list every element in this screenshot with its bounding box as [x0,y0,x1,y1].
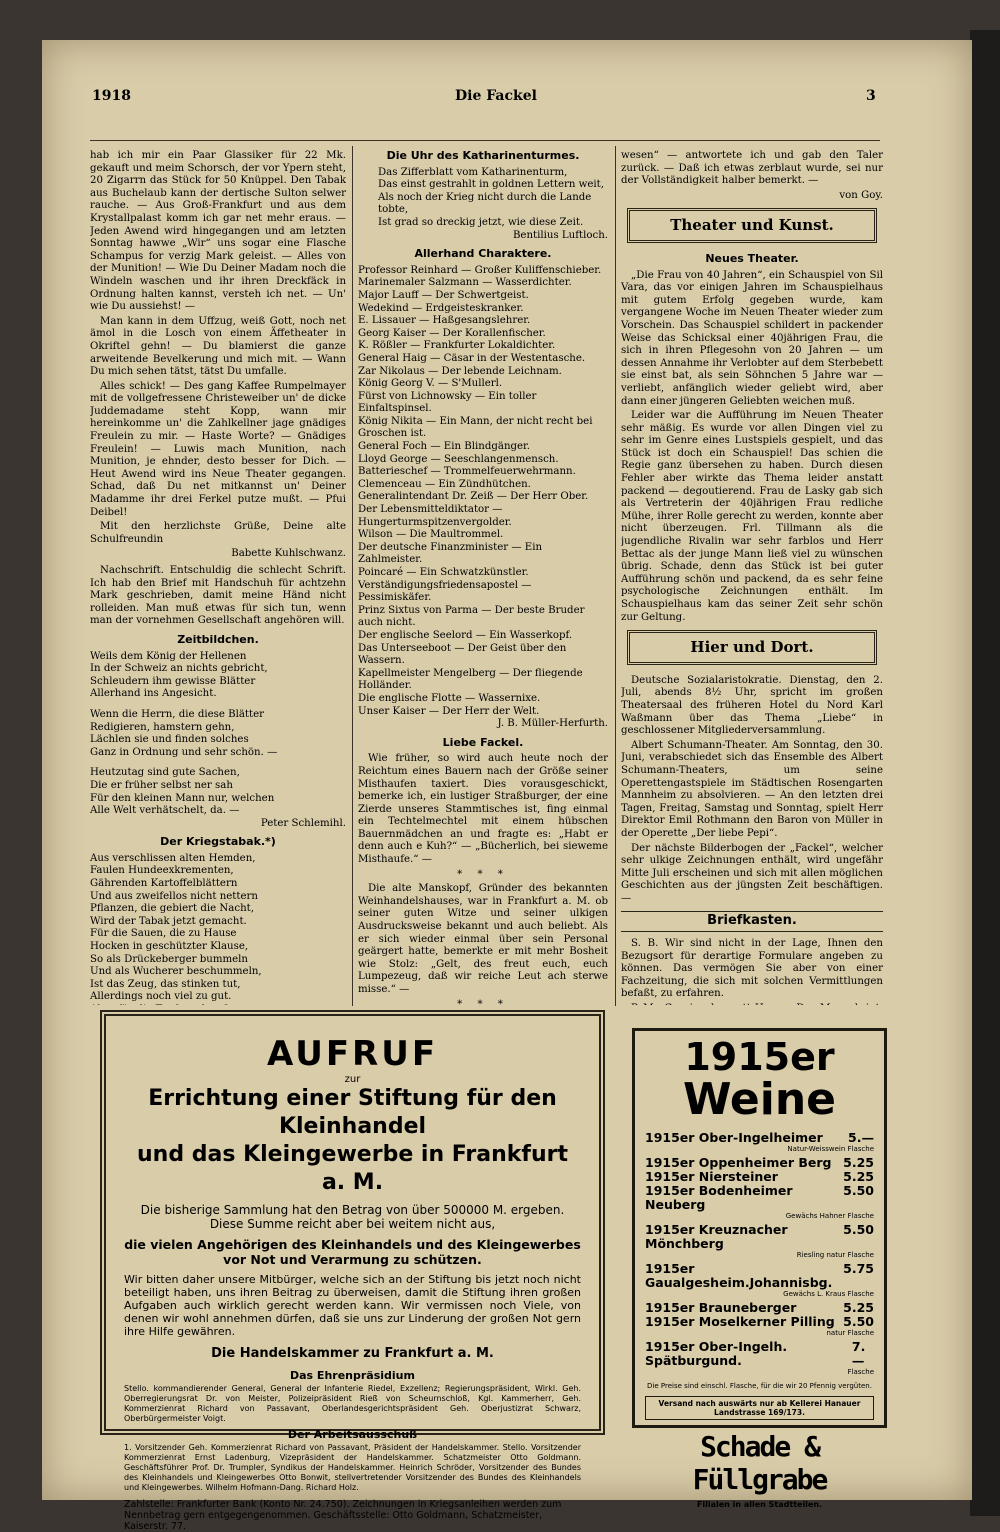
wine-row [645,1301,874,1315]
aufruf-notice [100,1010,605,1532]
wine-merchant-name: Schade & Füllgrabe [692,1430,827,1496]
list-signature: J. B. Müller-Herfurth. [497,718,608,730]
header-rule [90,140,880,141]
wine-price: 5.50 [843,1222,874,1237]
verse-line: Die er früher selbst ner sah [90,779,233,791]
aufruf-emphasis: die vielen Angehörigen des Kleinhandels und des Kleingewerbes vor Not und Verarmung zu schützen. [124,1237,581,1267]
verse-line: Hocken in geschützter Klause, [90,941,249,953]
character-entry: Das Unterseeboot — Der Geist über den Wassern. [358,642,567,667]
wine-price: 5.25 [843,1155,874,1170]
poem-stanza [90,767,346,817]
letter-signature: Babette Kuhlschwanz. [231,548,346,560]
poem-stanza [90,709,346,759]
verse-line: Ist grad so dreckig jetzt, wie diese Zeit. [378,216,584,228]
arbeitsausschuss-members: 1. Vorsitzender Geh. Kommerzienrat Richard von Passavant, Präsident der Handelskammer. Stello. Vorsitzender Kommerzienrat Ernst Ladenburg, Vizepräsident der Handelskammer. Schatzmeister Otto Goldmann. Geschäftsführer Prof. Dr. Trumpler, Syndikus der Handelskammer. Heinrich Schröder, Vorsitzender des Bundes des Kleinhandels und Kleingewerbes Otto Bonwit, stellvertretender Vorsitzender des Bundes des Kleinhandels und Kleingewerbes. Wilhelm Hofmann-Dang. Richard Holz. [124,1443,581,1492]
anecdote: Die alte Manskopf, Gründer des bekannten Weinhandelshauses, war in Frankfurt a. M. ob seiner guten Witze und seiner ulkigen Ausdrucksweise bekannt und auch beliebt. Als er sich wieder einmal über sein Personal geärgert hatte, bemerkte er mit mehr Bosheit wie Stolz: „Gelt, des freut euch, euch Lumpezeug, daß wir reiche Leut ach sterwe misse.“ — [358,883,608,995]
aufruf-payment-info: Zahlstelle: Frankfurter Bank (Konto Nr. 24.750). Zeichnungen in Kriegsanleihen werden zum Nennbetrag gern entgegengenommen. Geschäftsstelle: Otto Goldmann, Schatzmeister, Kaiserstr. 77. [124,1499,562,1532]
character-entry: E. Lissauer — Haßgesangslehrer. [358,315,531,327]
notice-paragraph: Deutsche Sozialaristokratie. Dienstag, den 2. Juli, abends 8½ Uhr, spricht im großen Theatersaal des früheren Hotel du Nord Karl Waßmann über das Thema „Liebe“ in geschlossener Mitgliederversammlung. [621,674,883,737]
wine-row [645,1262,874,1290]
verse-line: Schleudern ihm gewisse Blätter [90,675,256,687]
separator: * * * [457,998,509,1005]
heading-liebe-fackel: Liebe Fackel. [442,735,524,749]
letterbox-entry: S. B. Wir sind nicht in der Lage, Ihnen den Bezugsort für derartige Formulare angeben zu können. Das vermögen Sie aber von einer Fachzeitung, die sich mit solchen Vermittlungen befaßt, zu erfahren. [621,938,883,1000]
wine-row [645,1131,874,1145]
wine-name: 1915er Kreuznacher Mönchberg [645,1222,788,1251]
character-entry: General Foch — Ein Blindgänger. [358,441,531,453]
column-divider [352,146,353,1006]
arbeitsausschuss-heading: Der Arbeitsausschuß [287,1428,418,1441]
verse-line [90,1004,346,1005]
aufruf-zur: zur [344,1074,361,1085]
heading-theater-und-kunst: Theater und Kunst. [627,208,877,243]
verse-line: Allerdings noch viel zu gut. [90,991,232,1003]
aufruf-headline: und das Kleingewerbe in Frankfurt a. M. [137,1142,568,1195]
heading-hier-und-dort: Hier und Dort. [627,630,877,665]
wine-branches: Filialen in allen Stadtteilen. [696,1500,823,1509]
wine-row [645,1223,874,1251]
verse-line: Gährenden Kartoffelblättern [90,878,238,890]
letter-paragraph: hab ich mir ein Paar Glassiker für 22 Mk. gekauft und meim Schorsch, der vor Ypern steht, 20 Zigarrn das Stück for 50 Knüppel. Den Tabak aus Buchelaub kann der dertische Sulton selwer rauche. — Aus Groß-Frankfurt und aus dem Krystallpalast komm ich gar net mehr eraus. — Jeden Awend wird hingegangen und am letzten Sonntag hawwe „Wir“ uns sogar eine Flasche Schampus for verzig Mark geleist. — Alles von der Munition! — Wie Du Deiner Madam noch die Windeln waschen und ihr ihren Dreckfäck in Ordnung halten kannst, versteh ich net. — Un' wie Du aussiehst! — [90,150,346,313]
verse-line: Faulen Hundeexkrementen, [90,865,234,877]
character-entry: König Nikita — Ein Mann, der nicht recht bei Groschen ist. [358,415,593,440]
wine-price-list [645,1131,874,1376]
wine-price: 5.— [848,1130,874,1145]
wine-name: 1915er Ober-Ingelh. Spätburgund. [645,1339,788,1368]
letterbox-entry [621,1003,883,1005]
verse-line: Und als Wucherer beschummeln, [90,966,262,978]
heading-neues-theater: Neues Theater. [705,251,799,265]
aufruf-issuer: Die Handelskammer zu Frankfurt a. M. [211,1346,494,1361]
verse-line: Wird der Tabak jetzt gemacht. [90,915,247,927]
poem-uhr [358,167,608,230]
poem-kriegstabak [90,853,346,1005]
wine-name: 1915er Brauneberger [645,1300,797,1315]
wine-detail: Gewächs L. Kraus Flasche [783,1290,874,1298]
character-entry: Major Lauff — Der Schwertgeist. [358,289,529,301]
separator: * * * [457,868,509,880]
character-entry: Der Lebensmitteldiktator — Hungerturmspitzenvergolder. [358,504,512,528]
review-paragraph: „Die Frau von 40 Jahren“, ein Schauspiel von Sil Vara, das vor einigen Jahren im Schauspielhaus mit gutem Erfolg gegeben wurde, kam vergangene Woche im Neuen Theater wieder zum Vorschein. Das Schauspiel schildert in packender Weise das Schicksal einer 40jährigen Frau, die sich in ihren Pflegesohn von 20 Jahren — um dessen Annahme ihr Verlobter auf dem Sterbebett sie einst bat, als sein Söhnchen 5 Jahre war — verliebt, anfänglich wieder geliebt wird, aber dann einer jüngeren Geliebten weichen muß. [621,269,883,407]
wine-row [645,1184,874,1212]
verse-line: Wenn die Herrn, die diese Blätter [90,708,265,720]
character-entry: Verständigungsfriedensapostel — Pessimiskäfer. [358,579,532,604]
letter-paragraph: Man kann in dem Uffzug, weiß Gott, noch net ämol in die Losch von einem Äffetheater in Okriftel gehn! — Du blamierst die ganze arweitende Bevelkerung und mich mit. — Wann Du mich sehen tätst, tätst Du umfalle. [90,315,346,378]
character-entry: Die englische Flotte — Wassernixe. [358,692,541,704]
verse-line: Weils dem König der Hellenen [90,650,247,662]
wine-name: 1915er Oppenheimer Berg [645,1155,832,1170]
character-entry: General Haig — Cäsar in der Westentasche. [358,352,586,364]
character-entry: Batterieschef — Trommelfeuerwehrmann. [358,466,576,478]
poem-signature: Bentilius Luftloch. [512,229,608,241]
character-entry: Unser Kaiser — Der Herr der Welt. [358,705,540,717]
wine-name: 1915er Ober-Ingelheimer [645,1130,823,1145]
wine-name: 1915er Niersteiner [645,1169,778,1184]
character-entry: Wilson — Die Maultrommel. [358,529,504,541]
review-paragraph: Leider war die Aufführung im Neuen Theater sehr mäßig. Es wurde vor allen Dingen viel zu sehr im Genre eines Lustspiels gespielt, und das Stück ist doch ein Schauspiel! Das schien die Regie ganz übersehen zu haben. Durch diesen Fehler aber wirkte das Thema leider anstatt packend — degoutierend. Frau de Lasky gab sich als Vertreterin der 40jährigen Frau redliche Mühe, ihrer Rolle gerecht zu werden, konnte aber nicht überzeugen. Frl. Tillmann als die jugendliche Rivalin war sehr farblos und Herr Bettac als der junge Mann ließ viel zu wünschen übrig. Schade, denn das Stück ist bei guter Aufführung schön und packend, da es sehr feine psychologische Zeichnungen enthält. Im Schauspielhaus kam das seiner Zeit sehr schön zur Geltung. [621,410,883,623]
wine-title: Weine [682,1074,837,1125]
wine-detail: natur Flasche [826,1329,874,1337]
wine-name: 1915er Moselkerner Pilling [645,1314,835,1329]
aufruf-headline: Errichtung einer Stiftung für den Kleinhandel [148,1086,557,1139]
character-entry: Marinemaler Salzmann — Wasserdichter. [358,277,572,289]
wine-detail: Gewächs Hahner Flasche [785,1212,874,1220]
wine-name: 1915er Bodenheimer Neuberg [645,1183,793,1212]
wine-name: 1915er Gaualgesheim.Johannisbg. [645,1261,833,1290]
letter-paragraph: Alles schick! — Des gang Kaffee Rumpelmayer mit de vollgefressene Christeweiber un' de dicke Juddemadame steht Kopp, wann mir hereinkomme un' die Zahlkellner jage gnädiges Freulein zu mir. — Haste Worte? — Gnädiges Freulein! — Luwis mach Munition, nach Munition, je ehnder, desto besser for Dich. — Heut Awend wird ins Neue Theater gegangen. Schad, daß Du net mitkannst un' Deiner Madamme ihr drei Ferkel putze mußt. — Pfui Deibel! [90,380,346,518]
heading-uhr: Die Uhr des Katharinenturmes. [386,150,580,162]
wine-row [645,1315,874,1329]
character-list [358,265,608,718]
verse-line: Alle Welt verhätschelt, da. — [90,805,240,817]
notice-paragraph: Der nächste Bilderbogen der „Fackel“, welcher sehr ulkige Zeichnungen enthält, wird ungefähr Mitte Juli erscheinen und sich mit allen möglichen Geschichten aus der jüngsten Zeit beschäftigen. — [621,842,883,904]
wine-price: 5.25 [843,1169,874,1184]
aufruf-appeal: Wir bitten daher unsere Mitbürger, welche sich an der Stiftung bis jetzt noch nicht beteiligt haben, uns ihren Beitrag zu überweisen, damit die Stiftung ihren großen Aufgaben auch wirklich gerecht werden kann. Wir vermissen noch Viele, von denen wir wohl annehmen dürfen, daß sie uns zur Linderung der großen Not gern ihre Hilfe gewähren. [124,1273,581,1338]
character-entry: Clemenceau — Ein Zündhütchen. [358,478,531,490]
verse-line: So als Drückeberger bummeln [90,953,248,965]
verse-line: Heutzutag sind gute Sachen, [90,767,240,779]
verse-line: Für die Sauen, die zu Hause [90,928,237,940]
character-entry: Georg Kaiser — Der Korallenfischer. [358,327,546,339]
column-1 [90,150,346,1005]
verse-line: Als noch der Krieg nicht durch die Lande tobte, [378,191,592,216]
poem-stanza [90,651,346,701]
wine-price: 7.— [851,1339,866,1368]
heading-briefkasten: Briefkasten. [621,911,883,932]
verse-line: Für den kleinen Mann nur, welchen [90,792,275,804]
verse-line: Redigieren, hamstern gehn, [90,721,235,733]
anecdote-continued: wesen“ — antwortete ich und gab den Taler zurück. — Daß ich etwas zerblaut wurde, sei nur der Vollständigkeit halber bemerkt. — [621,150,883,187]
wine-price: 5.50 [843,1314,874,1329]
wine-row [645,1340,874,1368]
header-year: 1918 [92,88,131,104]
header-page-number: 3 [866,88,876,104]
book-spine [970,30,1000,1516]
verse-line: Aus verschlissen alten Hemden, [90,852,256,864]
anecdote-signature: von Goy. [839,189,883,201]
character-entry: Der deutsche Finanzminister — Ein Zahlmeister. [358,541,543,566]
wine-price: 5.50 [843,1183,874,1198]
wine-detail: Flasche [847,1368,874,1376]
header-title: Die Fackel [455,88,537,104]
character-entry: Zar Nikolaus — Der lebende Leichnam. [358,365,562,377]
wine-row [645,1156,874,1170]
verse-line: Ganz in Ordnung und sehr schön. — [90,746,278,758]
wine-price-note: Die Preise sind einschl. Flasche, für die wir 20 Pfennig vergüten. [647,1382,872,1390]
poem-signature: Peter Schlemihl. [260,817,346,829]
heading-kriegstabak: Der Kriegstabak.*) [160,835,276,849]
character-entry: Generalintendant Dr. Zeiß — Der Herr Ober. [358,491,589,503]
verse-line: Das einst gestrahlt in goldnen Lettern weit, [378,179,604,191]
wine-price: 5.75 [843,1261,874,1276]
heading-allerhand: Allerhand Charaktere. [414,247,552,261]
heading-zeitbildchen: Zeitbildchen. [177,632,259,646]
verse-line: Das Zifferblatt vom Katharinenturm, [378,166,568,178]
column-2 [358,150,608,1005]
notice-paragraph: Albert Schumann-Theater. Am Sonntag, den 30. Juni, verabschiedet sich das Ensemble des Albert Schumann-Theaters, um seine Operettengastspiele im Städtischen Rosengarten Mannheim zu absolvieren. — An den letzten drei Tagen, Freitag, Samstag und Sonntag, spielt Herr Direktor Emil Rothmann den Baron von Müller in der Operette „Der liebe Pepi“. [621,739,883,839]
character-entry: König Georg V. — S'Mullerl. [358,378,503,390]
character-entry: Poincaré — Ein Schwatzkünstler. [358,567,529,578]
character-entry: Kapellmeister Mengelberg — Der fliegende Holländer. [358,667,583,692]
column-divider [615,146,616,1006]
letter-closing: Mit den herzlichste Grüße, Deine alte Schulfreundin [90,521,346,545]
verse-line: In der Schweiz an nichts gebricht, [90,663,268,675]
character-entry: Fürst von Lichnowsky — Ein toller Einfaltspinsel. [358,390,537,415]
wine-detail: Riesling natur Flasche [796,1251,874,1259]
anecdote: Wie früher, so wird auch heute noch der Reichtum eines Bauern nach der Größe seiner Misthaufen taxiert. Dies vorausgeschickt, bemerke ich, ein lustiger Straßburger, der eine Zierde unseres Stammtisches ist, fing einmal ein Techtelmechtel mit einem hübschen Bauernmädchen an und fragte es: „Habt er denn auch e Kuh?“ — „Bücherlich, bei sieweme Misthaufe.“ — [358,753,608,866]
column-3 [621,150,883,1005]
postscript: Nachschrift. Entschuldig die schlecht Schrift. Ich hab den Brief mit Handschuh für achtzehn Mark geschrieben, damit meine Händ nicht rolleiden. Man muß etwas für sich tun, wenn man der vornehmen Gesellschaft angehören will. [90,565,346,627]
ehrenpraesidium-members: Stello. kommandierender General, General der Infanterie Riedel, Exzellenz; Regierungspräsident, Wirkl. Geh. Oberregierungsrat Dr. von Meister, Polizeipräsident Rieß von Scheurnschloß, Kgl. Kammerherr, Geh. Kommerzienrat Richard von Passavant, Oberlandesgerichtspräsident Geh. Oberjustizrat Schwarz, Oberbürgermeister Voigt. [124,1384,581,1423]
character-entry: K. Rößler — Frankfurter Lokaldichter. [358,340,556,352]
ehrenpraesidium-heading: Das Ehrenpräsidium [290,1369,415,1382]
wine-price: 5.25 [843,1300,874,1315]
wine-advertisement [632,1028,887,1509]
verse-line: Lächlen sie und finden solches [90,734,249,746]
wine-shipping-note: Versand nach auswärts nur ab Kellerei Hanauer Landstrasse 169/173. [645,1396,874,1420]
character-entry: Wedekind — Erdgeisteskranker. [358,302,524,314]
character-entry: Lloyd George — Seeschlangenmensch. [358,453,559,465]
verse-line: Ist das Zeug, das stinken tut, [90,978,241,990]
character-entry: Der englische Seelord — Ein Wasserkopf. [358,629,573,641]
aufruf-title: AUFRUF [266,1034,439,1074]
wine-row [645,1170,874,1184]
aufruf-text: Die bisherige Sammlung hat den Betrag von über 500000 M. ergeben. Diese Summe reicht aber bei weitem nicht aus, [140,1203,565,1231]
verse-line: Pflanzen, die gebiert die Nacht, [90,903,254,915]
character-entry: Prinz Sixtus von Parma — Der beste Bruder auch nicht. [358,604,585,629]
verse-line: Allerhand ins Angesicht. [90,688,217,700]
wine-detail: Natur-Weisswein Flasche [787,1145,874,1153]
wine-year: 1915er [684,1035,835,1079]
verse-line: Und aus zweifellos nicht nettern [90,890,258,902]
character-entry: Professor Reinhard — Großer Kuliffenschieber. [358,264,602,276]
